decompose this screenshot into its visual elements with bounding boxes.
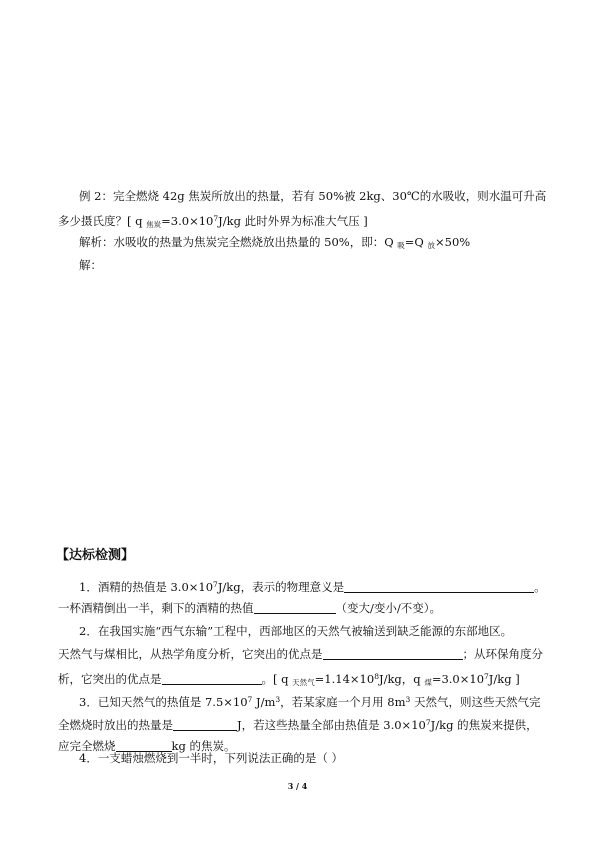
q2-text-3e: =3.0×10: [431, 672, 485, 686]
q1-answer-blank-1[interactable]: [344, 580, 534, 593]
q3-sup-2: 3: [275, 695, 281, 704]
example2-text-2c: J/kg 此时外界为标准大气压 ]: [218, 214, 368, 228]
q3-text-1a: 3．已知天然气的热值是 7.5×10: [79, 695, 248, 709]
q3-sup-4: 7: [425, 718, 431, 727]
q3-text-3b: kg 的焦炭。: [171, 739, 236, 753]
q3-text-1b: J/m: [252, 695, 276, 709]
q2-sub-natural-gas: 天然气: [292, 678, 315, 687]
page-number: 3 / 4: [287, 781, 308, 791]
q2-answer-blank-1[interactable]: [323, 647, 463, 660]
q1-text-c: 。: [534, 580, 546, 594]
q2-text-3a: 析，它突出的优点是: [58, 672, 162, 686]
example2-superscript: 7: [213, 214, 219, 223]
analysis-text-a: 解析：水吸收的热量为焦炭完全燃烧放出热量的 50%，即：Q: [79, 235, 398, 249]
q3-text-2a: 全燃烧时放出的热量是: [58, 718, 173, 732]
q3-text-1c: ，若某家庭一个月用 8m: [280, 695, 406, 709]
q3-line1: [79, 692, 574, 710]
q2-line2: [58, 646, 553, 662]
q3-text-2b: J，若这些热量全部由热值是 3.0×10: [237, 718, 426, 732]
q2-sup-1: 8: [374, 672, 379, 681]
q2-sup-2: 7: [484, 672, 489, 681]
analysis-sub-release: 放: [427, 241, 436, 250]
q1-line1: [79, 577, 574, 595]
q2-line3: [58, 669, 553, 691]
q3-line2: [58, 715, 553, 733]
q3-text-1d: 天然气，则这些天然气完: [410, 695, 541, 709]
q2-text-3d: J/kg，q: [378, 672, 425, 686]
analysis-sub-absorb: 吸: [397, 241, 405, 250]
q2-sub-coal: 煤: [424, 678, 432, 687]
example2-text-2b: =3.0×10: [161, 214, 214, 228]
solution-label: 解：: [79, 258, 102, 272]
q1-text-a: 1．酒精的热值是 3.0×10: [79, 580, 214, 594]
example2-text-1: 例 2：完全燃烧 42g 焦炭所放出的热量，若有 50%被 2kg、30℃的水吸收，则水温可升高: [79, 189, 547, 203]
q2-answer-blank-2[interactable]: [162, 672, 262, 685]
example2-solution-label: [79, 257, 574, 273]
q4-text: 4．一支蜡烛燃烧到一半时，下列说法正确的是（ ）: [79, 751, 343, 765]
example2-subscript: 焦炭: [146, 220, 162, 229]
q4-question: [79, 750, 574, 766]
q2-text-3f: J/kg ]: [488, 672, 520, 686]
example2-analysis: [79, 234, 574, 254]
q3-sup-1: 7: [247, 695, 253, 704]
q2-line1: [79, 623, 574, 639]
example2-line2: [58, 211, 553, 233]
example2-text-2a: 多少摄氏度？[ q: [58, 214, 147, 228]
q3-text-2c: J/kg 的焦炭来提供，: [430, 718, 538, 732]
q1-text-line2a: 一杯酒精倒出一半，剩下的酒精的热值: [58, 601, 254, 615]
q3-sup-3: 3: [405, 695, 411, 704]
analysis-text-b: =Q: [404, 235, 428, 249]
q2-text-1: 2．在我国实施“西气东输”工程中，西部地区的天然气被输送到缺乏能源的东部地区。: [79, 624, 513, 638]
q1-answer-blank-2[interactable]: [254, 601, 336, 614]
q1-superscript: 7: [213, 580, 218, 589]
section-title: 【达标检测】: [56, 548, 135, 563]
q3-text-3a: 应完全燃烧: [58, 739, 116, 753]
analysis-text-c: ×50%: [435, 235, 471, 249]
q2-text-3b: 。[ q: [261, 672, 293, 686]
q3-answer-blank-1[interactable]: [173, 718, 237, 731]
q2-text-2a: 天然气与煤相比，从热学角度分析，它突出的优点是: [58, 647, 323, 661]
q2-text-3c: =1.14×10: [314, 672, 375, 686]
q2-text-2b: ；从环保角度分: [462, 647, 543, 661]
q1-text-b: J/kg，表示的物理意义是: [217, 580, 345, 594]
q1-line2: [58, 600, 553, 616]
q1-text-line2b: （变大/变小/不变）。: [335, 601, 441, 615]
example2-line1: [79, 188, 574, 204]
